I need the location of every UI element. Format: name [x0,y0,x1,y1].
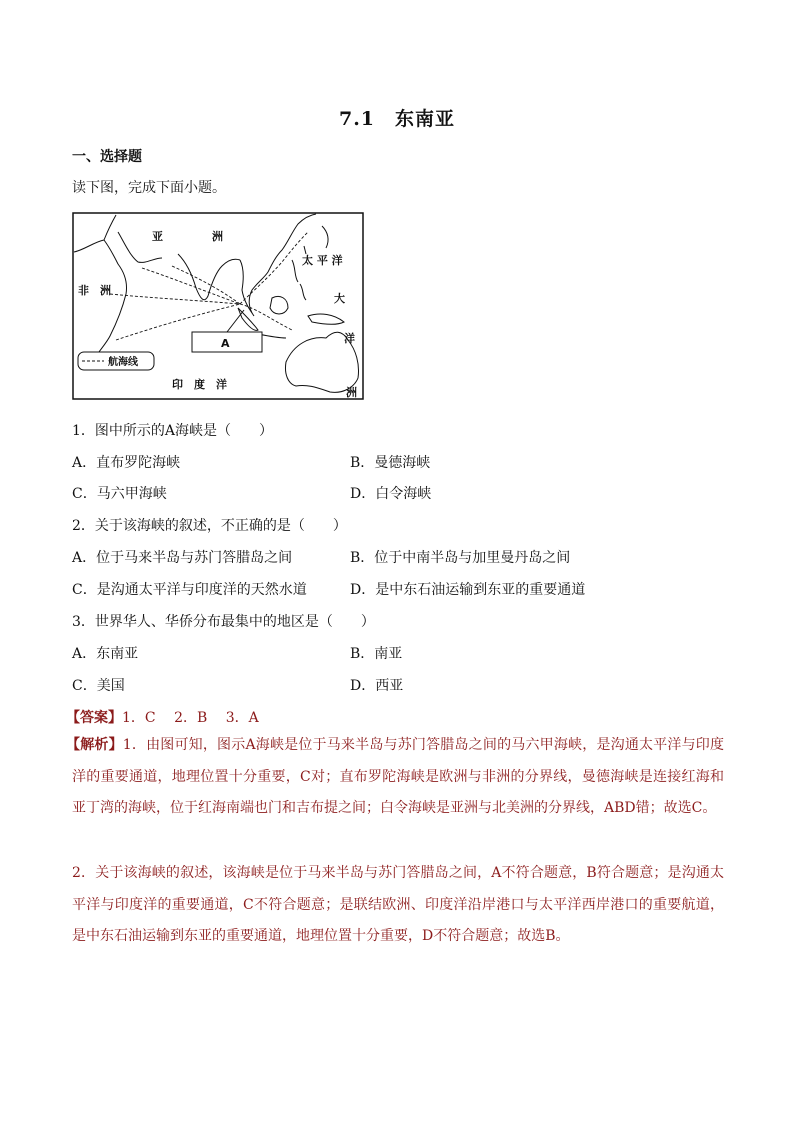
label-pacific: 太 平 洋 [302,254,343,267]
question-2-option-a: A．位于马来半岛与苏门答腊岛之间 [72,550,293,566]
label-oceania-3: 洲 [346,386,357,399]
label-oceania-2: 洋 [344,332,355,345]
analysis-head: 【解析】 [66,737,123,753]
answer-text: 1．C 2．B 3．A [122,710,259,726]
label-indian-ocean: 印 度 洋 [172,378,227,391]
intro-text: 读下图，完成下面小题。 [72,180,226,196]
answer-line [66,707,259,727]
question-1-option-b: B．曼德海峡 [350,455,431,471]
analysis-paragraph-1 [66,730,724,825]
question-2-option-b: B．位于中南半岛与加里曼丹岛之间 [350,550,571,566]
label-asia-1: 亚 [152,230,163,243]
legend-label: 航海线 [108,357,138,368]
section-heading: 一、选择题 [72,149,142,165]
answer-head: 【答案】 [66,710,122,726]
question-2-option-d: D．是中东石油运输到东亚的重要通道 [350,582,586,598]
question-3-option-b: B．南亚 [350,646,403,662]
southeast-asia-map [72,212,364,400]
question-3-option-a: A．东南亚 [72,646,139,662]
analysis-paragraph-2: 2．关于该海峡的叙述，该海峡是位于马来半岛与苏门答腊岛之间，A不符合题意，B符合题意；是沟通太平洋与印度洋的重要通道，C不符合题意；是联结欧洲、印度洋沿岸港口与太平洋西岸港口的重要航道，是中东石油运输到东亚的重要通道，地理位置十分重要，D不符合题意；故选B。 [72,865,724,944]
question-2-stem: 2．关于该海峡的叙述，不正确的是（ ） [72,518,347,534]
analysis-p1: 1．由图可知，图示A海峡是位于马来半岛与苏门答腊岛之间的马六甲海峡，是沟通太平洋与印度洋的重要通道，地理位置十分重要，C对；直布罗陀海峡是欧洲与非洲的分界线，曼德海峡是连接红海和亚丁湾的海峡，位于红海南端也门和吉布提之间；白令海峡是亚洲与北美洲的分界线，ABD错；故选C。 [72,737,724,816]
question-1-option-c: C．马六甲海峡 [72,486,167,502]
question-1-option-a: A．直布罗陀海峡 [72,455,181,471]
question-1-option-d: D．白令海峡 [350,486,432,502]
question-2-option-c: C．是沟通太平洋与印度洋的天然水道 [72,582,307,598]
label-africa: 非 洲 [78,284,111,297]
label-asia-2: 洲 [212,230,223,243]
label-strait-a: A [221,337,230,350]
page-title: 7.1 东南亚 [338,108,456,130]
label-oceania-1: 大 [334,292,345,305]
question-3-option-c: C．美国 [72,678,125,694]
question-3-option-d: D．西亚 [350,678,404,694]
question-3-stem: 3．世界华人、华侨分布最集中的地区是（ ） [72,614,375,630]
question-1-stem: 1．图中所示的A海峡是（ ） [72,423,274,439]
